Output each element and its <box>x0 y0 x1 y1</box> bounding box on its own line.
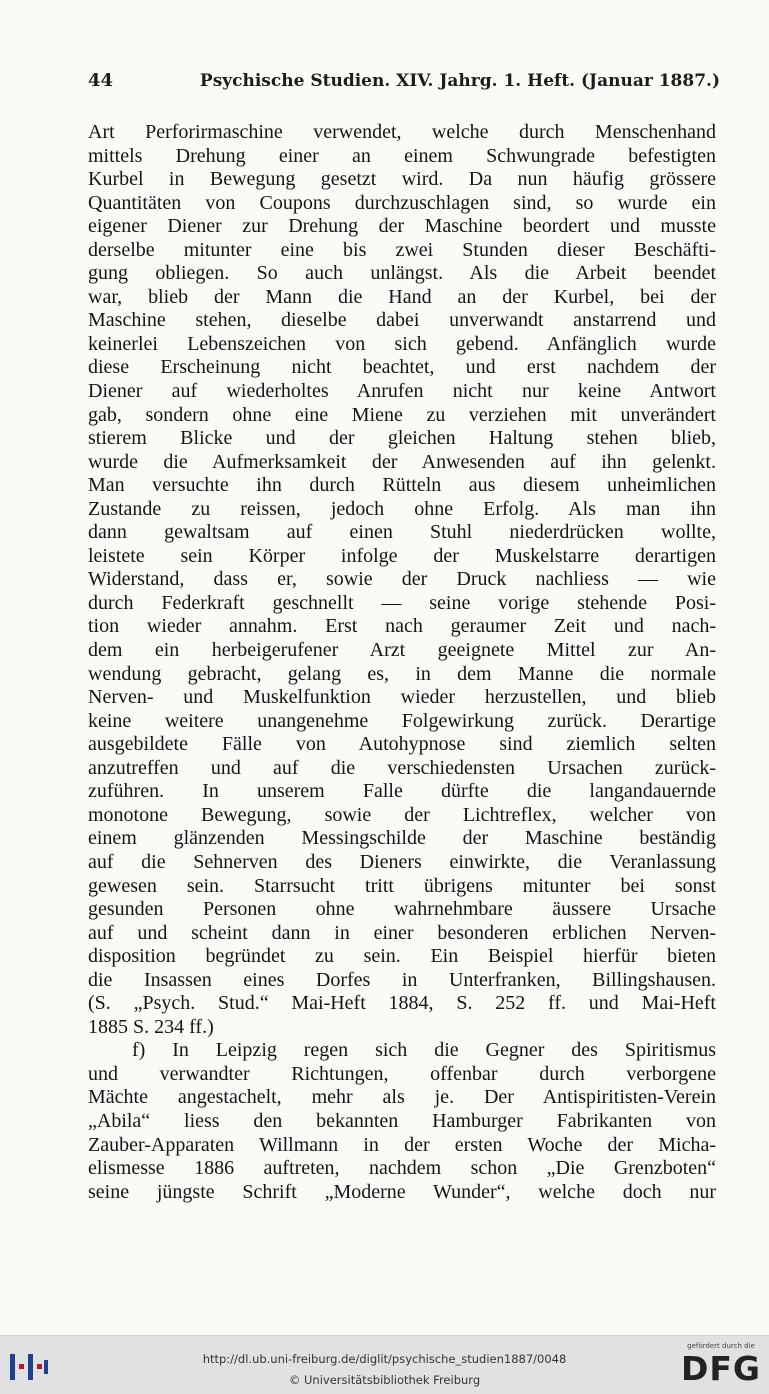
text-line: mittels Drehung einer an einem Schwungrade befestigten <box>88 144 716 167</box>
text-line: „Abila“ liess den bekannten Hamburger Fabrikanten von <box>88 1109 716 1132</box>
text-line: (S. „Psych. Stud.“ Mai-Heft 1884, S. 252 ff. und Mai-Heft <box>88 992 716 1015</box>
text-line: Diener auf wiederholtes Anrufen nicht nur keine Antwort <box>88 380 716 403</box>
text-line: anzutreffen und auf die verschiedensten Ursachen zurück- <box>88 756 716 779</box>
dfg-logo-icon[interactable] <box>681 1342 761 1390</box>
text-line: gab, sondern ohne eine Miene zu verziehen mit unverändert <box>88 403 716 426</box>
text-line-paragraph-end: 1885 S. 234 ff.) <box>88 1015 214 1038</box>
text-line: die Insassen eines Dorfes in Unterfranken, Billingshausen. <box>88 968 716 991</box>
text-line: gewesen sein. Starrsucht tritt übrigens mitunter bei sonst <box>88 874 716 897</box>
text-line: seine jüngste Schrift „Moderne Wunder“, welche doch nur <box>88 1180 716 1203</box>
permalink-url[interactable]: http://dl.ub.uni-freiburg.de/diglit/psychische_studien1887/0048 <box>202 1352 567 1366</box>
text-line: stierem Blicke und der gleichen Haltung stehen blieb, <box>88 427 716 450</box>
text-line: zuführen. In unserem Falle dürfte die langandauernde <box>88 780 716 803</box>
text-line: Mächte angestachelt, mehr als je. Der Antispiritisten-Verein <box>88 1086 716 1109</box>
text-line: durch Federkraft geschnellt — seine vorige stehende Posi- <box>88 591 716 614</box>
text-line: Zauber-Apparaten Willmann in der ersten Woche der Micha- <box>88 1133 716 1156</box>
text-line: auf und scheint dann in einer besonderen erblichen Nerven- <box>88 921 716 944</box>
text-line: und verwandter Richtungen, offenbar durch verborgene <box>88 1062 716 1085</box>
text-line: elismesse 1886 auftreten, nachdem schon „Die Grenzboten“ <box>88 1157 716 1180</box>
page-number: 44 <box>88 70 114 91</box>
text-line: Zustande zu reissen, jedoch ohne Erfolg. Als man ihn <box>88 497 716 520</box>
text-line: Maschine stehen, dieselbe dabei unverwandt anstarrend und <box>88 309 716 332</box>
text-line: derselbe mitunter eine bis zwei Stunden dieser Beschäfti- <box>88 238 716 261</box>
text-line: einem glänzenden Messingschilde der Maschine beständig <box>88 827 716 850</box>
text-line: tion wieder annahm. Erst nach geraumer Zeit und nach- <box>88 615 716 638</box>
text-line: wurde die Aufmerksamkeit der Anwesenden auf ihn gelenkt. <box>88 450 716 473</box>
text-line: auf die Sehnerven des Dieners einwirkte, die Veranlassung <box>88 850 716 873</box>
text-line: gung obliegen. So auch unlängst. Als die Arbeit beendet <box>88 262 716 285</box>
text-line: disposition begründet zu sein. Ein Beispiel hierfür bieten <box>88 945 716 968</box>
text-line: war, blieb der Mann die Hand an der Kurbel, bei der <box>88 285 716 308</box>
copyright-notice: © Universitätsbibliothek Freiburg <box>288 1373 481 1387</box>
body-text <box>88 121 716 1204</box>
text-line: leistete sein Körper infolge der Muskelstarre derartigen <box>88 544 716 567</box>
text-line: diese Erscheinung nicht beachtet, und erst nachdem der <box>88 356 716 379</box>
dfg-logo-text: DFG <box>681 1349 762 1388</box>
text-line: ausgebildete Fälle von Autohypnose sind ziemlich selten <box>88 733 716 756</box>
text-line: wendung gebracht, gelang es, in dem Manne die normale <box>88 662 716 685</box>
text-line: keine weitere unangenehme Folgewirkung zurück. Derartige <box>88 709 716 732</box>
text-line: Kurbel in Bewegung gesetzt wird. Da nun häufig grössere <box>88 168 716 191</box>
text-line: keinerlei Lebenszeichen von sich gebend. Anfänglich wurde <box>88 332 716 355</box>
text-line: Nerven- und Muskelfunktion wieder herzustellen, und blieb <box>88 686 716 709</box>
running-title: Psychische Studien. XIV. Jahrg. 1. Heft. (Januar 1887.) <box>199 71 720 91</box>
text-line: Art Perforirmaschine verwendet, welche durch Menschenhand <box>88 121 716 143</box>
text-line-paragraph-start: f) In Leipzig regen sich die Gegner des Spiritismus <box>132 1039 716 1062</box>
text-line: dann gewaltsam auf einen Stuhl niederdrücken wollte, <box>88 521 716 544</box>
text-line: eigener Diener zur Drehung der Maschine beordert und musste <box>88 215 716 238</box>
text-line: dem ein herbeigerufener Arzt geeignete Mittel zur An- <box>88 639 716 662</box>
viewer-footer <box>0 1335 769 1394</box>
text-line: Widerstand, dass er, sowie der Druck nachliess — wie <box>88 568 716 591</box>
running-header <box>88 70 720 100</box>
text-line: gesunden Personen ohne wahrnehmbare äussere Ursache <box>88 898 716 921</box>
text-line: monotone Bewegung, sowie der Lichtreflex, welcher von <box>88 803 716 826</box>
text-line: Quantitäten von Coupons durchzuschlagen sind, so wurde ein <box>88 191 716 214</box>
text-line: Man versuchte ihn durch Rütteln aus diesem unheimlichen <box>88 474 716 497</box>
dfg-caption: gefördert durch die <box>687 1342 755 1350</box>
